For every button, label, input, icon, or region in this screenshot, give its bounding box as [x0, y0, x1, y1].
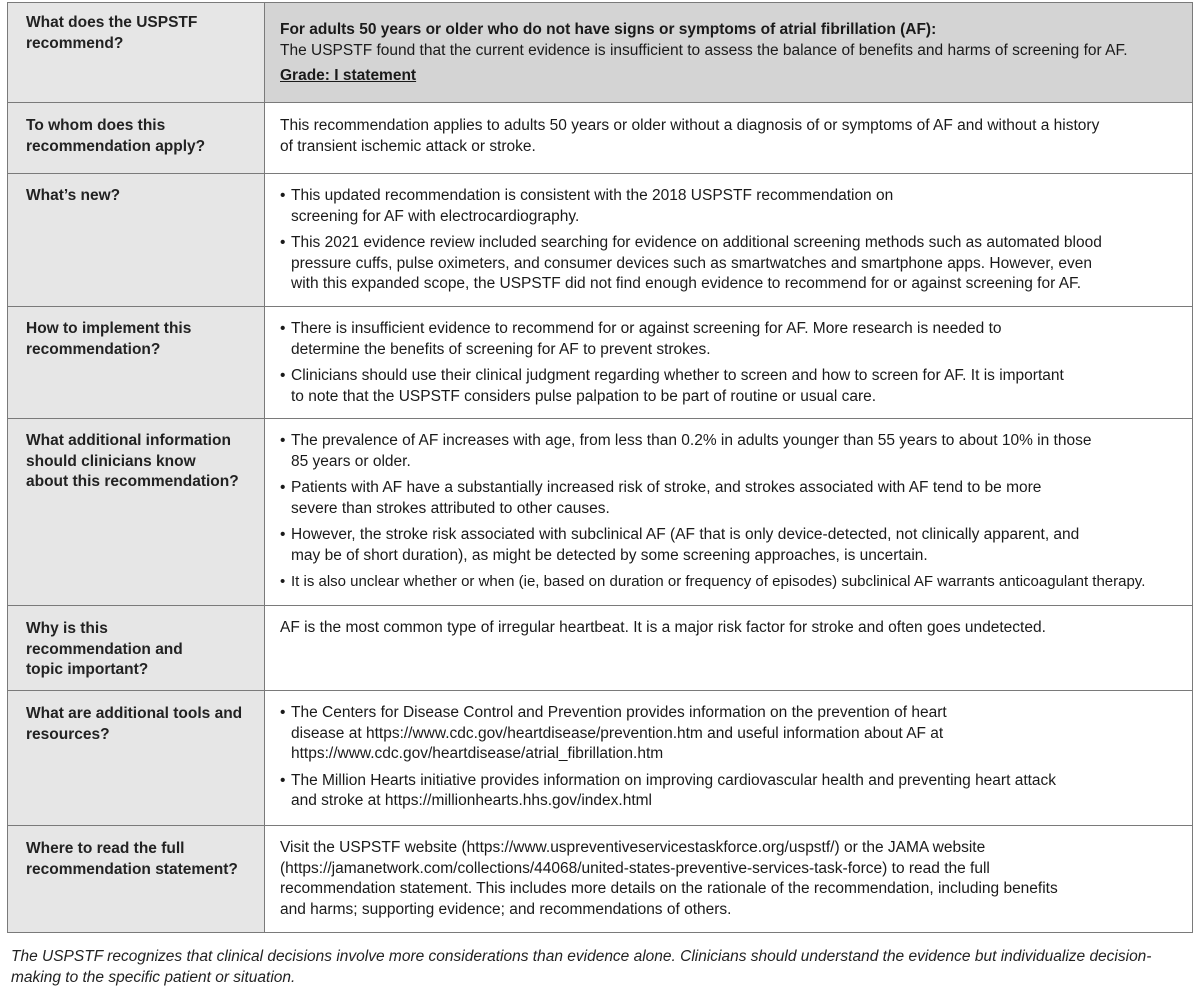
row-implementation [8, 307, 1193, 419]
answer-cell [265, 103, 1193, 174]
question-cell: What are additional tools and resources? [8, 691, 265, 826]
grade-label: Grade: I statement [280, 67, 417, 84]
recommendation-text: The USPSTF found that the current evidence is insufficient to assess the balance of benefits and harms of screening for AF. [280, 41, 1128, 59]
row-importance [8, 606, 1193, 691]
row-recommendation [8, 3, 1193, 103]
bullet-item: • Patients with AF have a substantially increased risk of stroke, and strokes associated with AF tend to be more severe than strokes attributed to other causes. [280, 478, 1182, 519]
row-additional-info [8, 419, 1193, 606]
bullet-item: • There is insufficient evidence to recommend for or against screening for AF. More research is needed to determine the benefits of screening for AF to prevent strokes. [280, 319, 1072, 360]
bullet-list [280, 186, 1112, 295]
answer-cell [265, 3, 1193, 103]
row-full-statement [8, 826, 1193, 933]
question-cell: To whom does this recommendation apply? [8, 103, 265, 174]
question-cell: What does the USPSTF recommend? [8, 3, 265, 103]
full-statement-text: Visit the USPSTF website (https://www.uspreventiveservicestaskforce.org/uspstf/) or the JAMA website (https://jamanetwork.com/collections/44068/united-states-preventive-services-task-force) to read the full recommendation statement. This includes more details on the rationale of the recommendation, including benefits and harms; supporting evidence; and recommendations of others. [280, 839, 1058, 918]
answer-cell [265, 419, 1193, 606]
bullet-item: • The prevalence of AF increases with age, from less than 0.2% in adults younger than 55 years to about 10% in those 85 years or older. [280, 431, 1182, 472]
answer-cell [265, 826, 1193, 933]
bullet-item: • Clinicians should use their clinical judgment regarding whether to screen and how to screen for AF. It is important to note that the USPSTF considers pulse palpation to be part of routine or usual care. [280, 366, 1072, 407]
bullet-list [280, 319, 1072, 407]
question-cell: What additional information should clinicians know about this recommendation? [8, 419, 265, 606]
bullet-item: • This updated recommendation is consistent with the 2018 USPSTF recommendation on screening for AF with electrocardiography. [280, 186, 1112, 227]
population-text: This recommendation applies to adults 50 years or older without a diagnosis of or symptoms of AF and without a history of transient ischemic attack or stroke. [280, 117, 1100, 155]
row-whats-new [8, 174, 1193, 307]
question-cell: Where to read the full recommendation statement? [8, 826, 265, 933]
question-cell: What’s new? [8, 174, 265, 307]
bullet-item: • The Million Hearts initiative provides information on improving cardiovascular health and preventing heart attack and stroke at https://millionhearts.hhs.gov/index.html [280, 771, 1082, 812]
row-population [8, 103, 1193, 174]
bullet-item: • This 2021 evidence review included searching for evidence on additional screening methods such as automated blood pressure cuffs, pulse oximeters, and consumer devices such as smartwatches and smartphone apps. However, even with this expanded scope, the USPSTF did not find enough evidence to recommend for or against screening for AF. [280, 233, 1112, 295]
question-cell: Why is this recommendation and topic important? [8, 606, 265, 691]
answer-cell [265, 307, 1193, 419]
recommendation-lead: For adults 50 years or older who do not have signs or symptoms of atrial fibrillation (AF): [280, 21, 937, 38]
row-tools-resources [8, 691, 1193, 826]
answer-cell [265, 691, 1193, 826]
recommendation-table [7, 2, 1193, 933]
question-cell: How to implement this recommendation? [8, 307, 265, 419]
bullet-item: • It is also unclear whether or when (ie, based on duration or frequency of episodes) subclinical AF warrants anticoagulant therapy. [280, 572, 1182, 593]
bullet-item: • However, the stroke risk associated with subclinical AF (AF that is only device-detected, not clinically apparent, and may be of short duration), as might be detected by some screening approaches, is uncertain. [280, 525, 1182, 566]
answer-cell [265, 174, 1193, 307]
bullet-list [280, 431, 1182, 593]
footnote: The USPSTF recognizes that clinical decisions involve more considerations than evidence alone. Clinicians should understand the evidence but individualize decision-making to the specific patient or situation. [11, 948, 1152, 986]
bullet-list [280, 703, 1082, 812]
answer-cell [265, 606, 1193, 691]
importance-text: AF is the most common type of irregular heartbeat. It is a major risk factor for stroke and often goes undetected. [280, 619, 1046, 636]
bullet-item: • The Centers for Disease Control and Prevention provides information on the prevention of heart disease at https://www.cdc.gov/heartdisease/prevention.htm and useful information about AF at https://www.cdc.gov/heartdisease/atrial_fibrillation.htm [280, 703, 1082, 765]
